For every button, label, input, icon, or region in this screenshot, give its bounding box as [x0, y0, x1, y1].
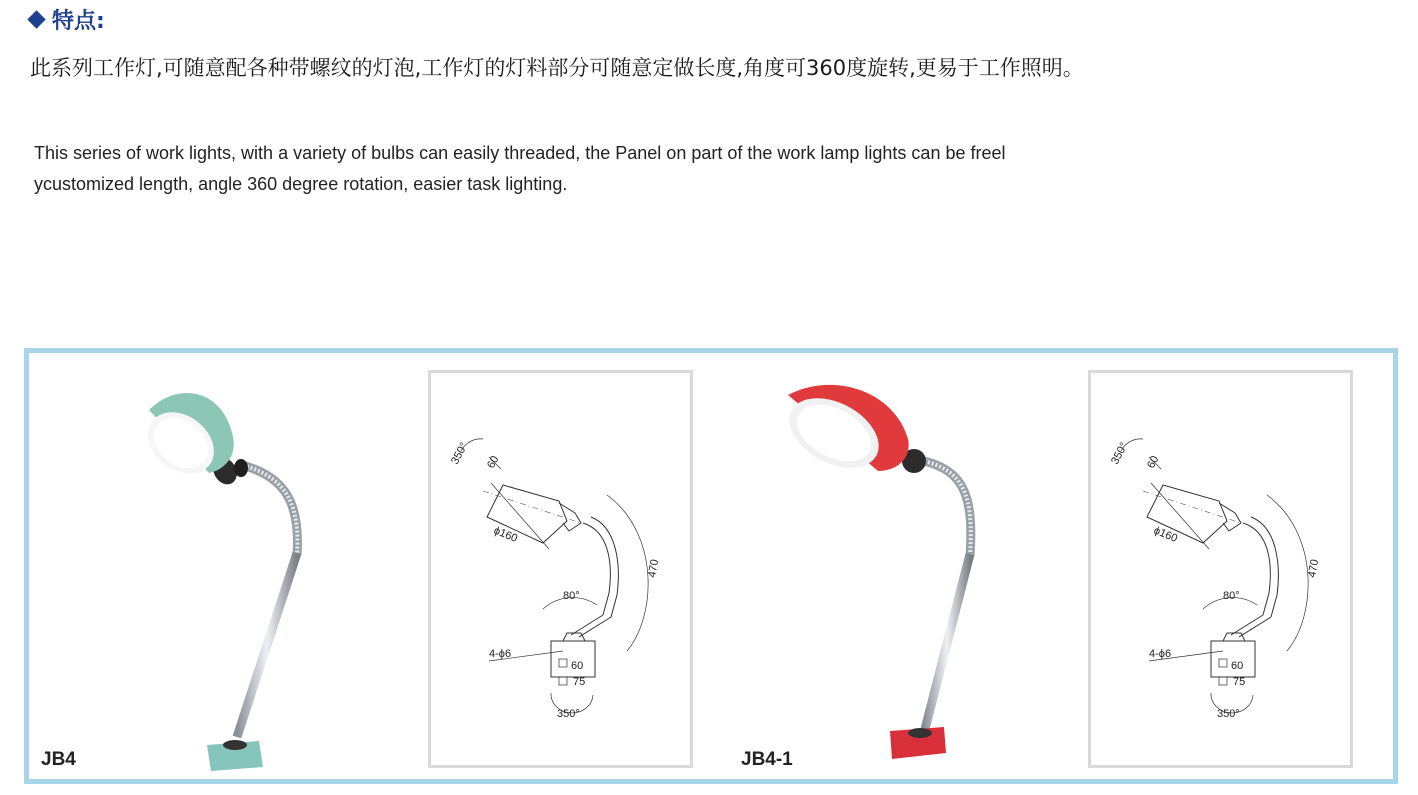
drawing-gooseneck-outer	[591, 517, 618, 617]
features-heading	[28, 4, 105, 34]
drawing-square-icon-2	[559, 677, 567, 685]
drawing-holes-label: 4-ϕ6	[489, 648, 512, 660]
description-english-line-2: ycustomized length, angle 360 degree rotation, easier task lighting.	[34, 174, 568, 194]
drawing-neck-label: 60	[1145, 453, 1162, 471]
drawing-diameter-label: ϕ160	[1151, 524, 1180, 545]
jb4-dimension-drawing	[428, 370, 693, 768]
drawing-rotate-top-label: 350°	[449, 440, 471, 467]
product-panel	[24, 348, 1398, 784]
drawing-angle-label: 80°	[563, 590, 580, 602]
drawing-neck-label: 60	[485, 453, 502, 471]
drawing-square-icon-2	[1219, 677, 1227, 685]
jb4-1-dimension-drawing	[1088, 370, 1353, 768]
jb4-1-lamp-image	[774, 381, 1004, 771]
drawing-rotate-base-label: 350°	[557, 708, 580, 720]
jb4-1-model-label: JB4-1	[741, 749, 793, 770]
jb4-model-label: JB4	[41, 749, 76, 770]
diamond-bullet-icon	[27, 10, 45, 28]
drawing-base-pivot	[563, 633, 585, 641]
drawing-arm-length-arc	[607, 495, 648, 651]
drawing-base-inner-label: 60	[571, 660, 584, 672]
drawing-gooseneck-outer	[1251, 517, 1278, 617]
drawing-diameter-label: ϕ160	[491, 524, 520, 545]
drawing-base-outer-label: 75	[1233, 676, 1246, 688]
description-chinese: 此系列工作灯,可随意配各种带螺纹的灯泡,工作灯的灯料部分可随意定做长度,角度可360度旋转,更易于工作照明。	[30, 56, 1084, 80]
drawing-arm-length-label: 470	[646, 558, 662, 579]
jb4-lamp-image	[129, 385, 359, 775]
description-english	[34, 138, 1094, 200]
drawing-rotate-top-label: 350°	[1109, 440, 1131, 467]
drawing-gooseneck	[1243, 523, 1270, 615]
features-heading-text: 特点:	[52, 8, 105, 34]
drawing-diameter-dim	[1151, 483, 1209, 549]
drawing-angle-label: 80°	[1223, 590, 1240, 602]
drawing-base-pivot	[1223, 633, 1245, 641]
drawing-square-icon	[1219, 659, 1227, 667]
drawing-arm-length-label: 470	[1306, 558, 1322, 579]
drawing-diameter-dim	[491, 483, 549, 549]
description-english-line-1: This series of work lights, with a variety of bulbs can easily threaded, the Panel on part of the work lamp lights can be freel	[34, 143, 1006, 163]
drawing-base-inner-label: 60	[1231, 660, 1244, 672]
drawing-arm-length-arc	[1267, 495, 1308, 651]
drawing-base-outer-label: 75	[573, 676, 586, 688]
drawing-rotate-base-label: 350°	[1217, 708, 1240, 720]
drawing-gooseneck	[583, 523, 610, 615]
drawing-square-icon	[559, 659, 567, 667]
drawing-holes-label: 4-ϕ6	[1149, 648, 1172, 660]
